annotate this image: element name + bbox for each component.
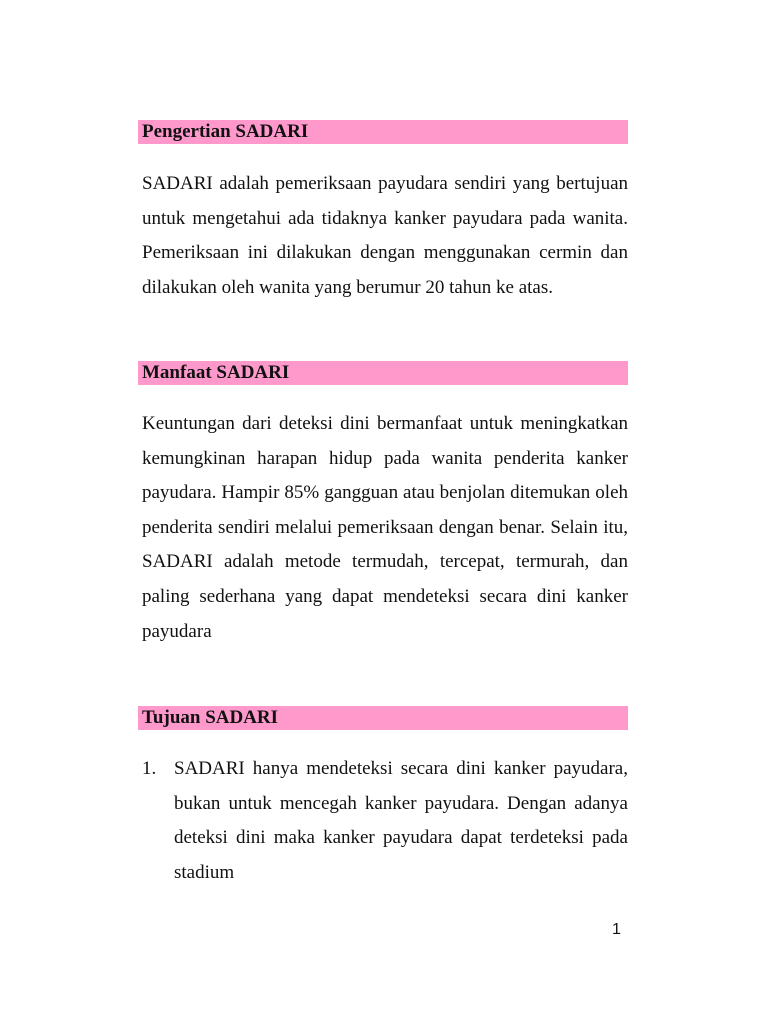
paragraph-manfaat: Keuntungan dari deteksi dini bermanfaat untuk meningkatkan kemungkinan harapan hidup pada wanita penderita kanker payudara. Hampir 85% gangguan atau benjolan ditemukan oleh penderita sendiri melalui pemeriksaan dengan benar. Selain itu, SADARI adalah metode termudah, tercepat, termurah, dan paling sederhana yang dapat mendeteksi secara dini kanker payudara xyxy=(142,413,628,642)
heading-tujuan: Tujuan SADARI xyxy=(138,706,628,730)
heading-pengertian: Pengertian SADARI xyxy=(138,120,628,144)
tujuan-list xyxy=(142,752,628,890)
list-item-number: 1. xyxy=(142,758,157,779)
paragraph-pengertian: SADARI adalah pemeriksaan payudara sendiri yang bertujuan untuk mengetahui ada tidaknya kanker payudara pada wanita. Pemeriksaan ini dilakukan dengan menggunakan cermin dan dilakukan oleh wanita yang berumur 20 tahun ke atas. xyxy=(142,173,628,298)
heading-manfaat: Manfaat SADARI xyxy=(138,361,628,385)
list-item-text: SADARI hanya mendeteksi secara dini kanker payudara, bukan untuk mencegah kanker payudara. Dengan adanya deteksi dini maka kanker payudara dapat terdeteksi pada stadium xyxy=(174,758,628,883)
list-item xyxy=(142,752,628,890)
page-number: 1 xyxy=(612,921,621,938)
